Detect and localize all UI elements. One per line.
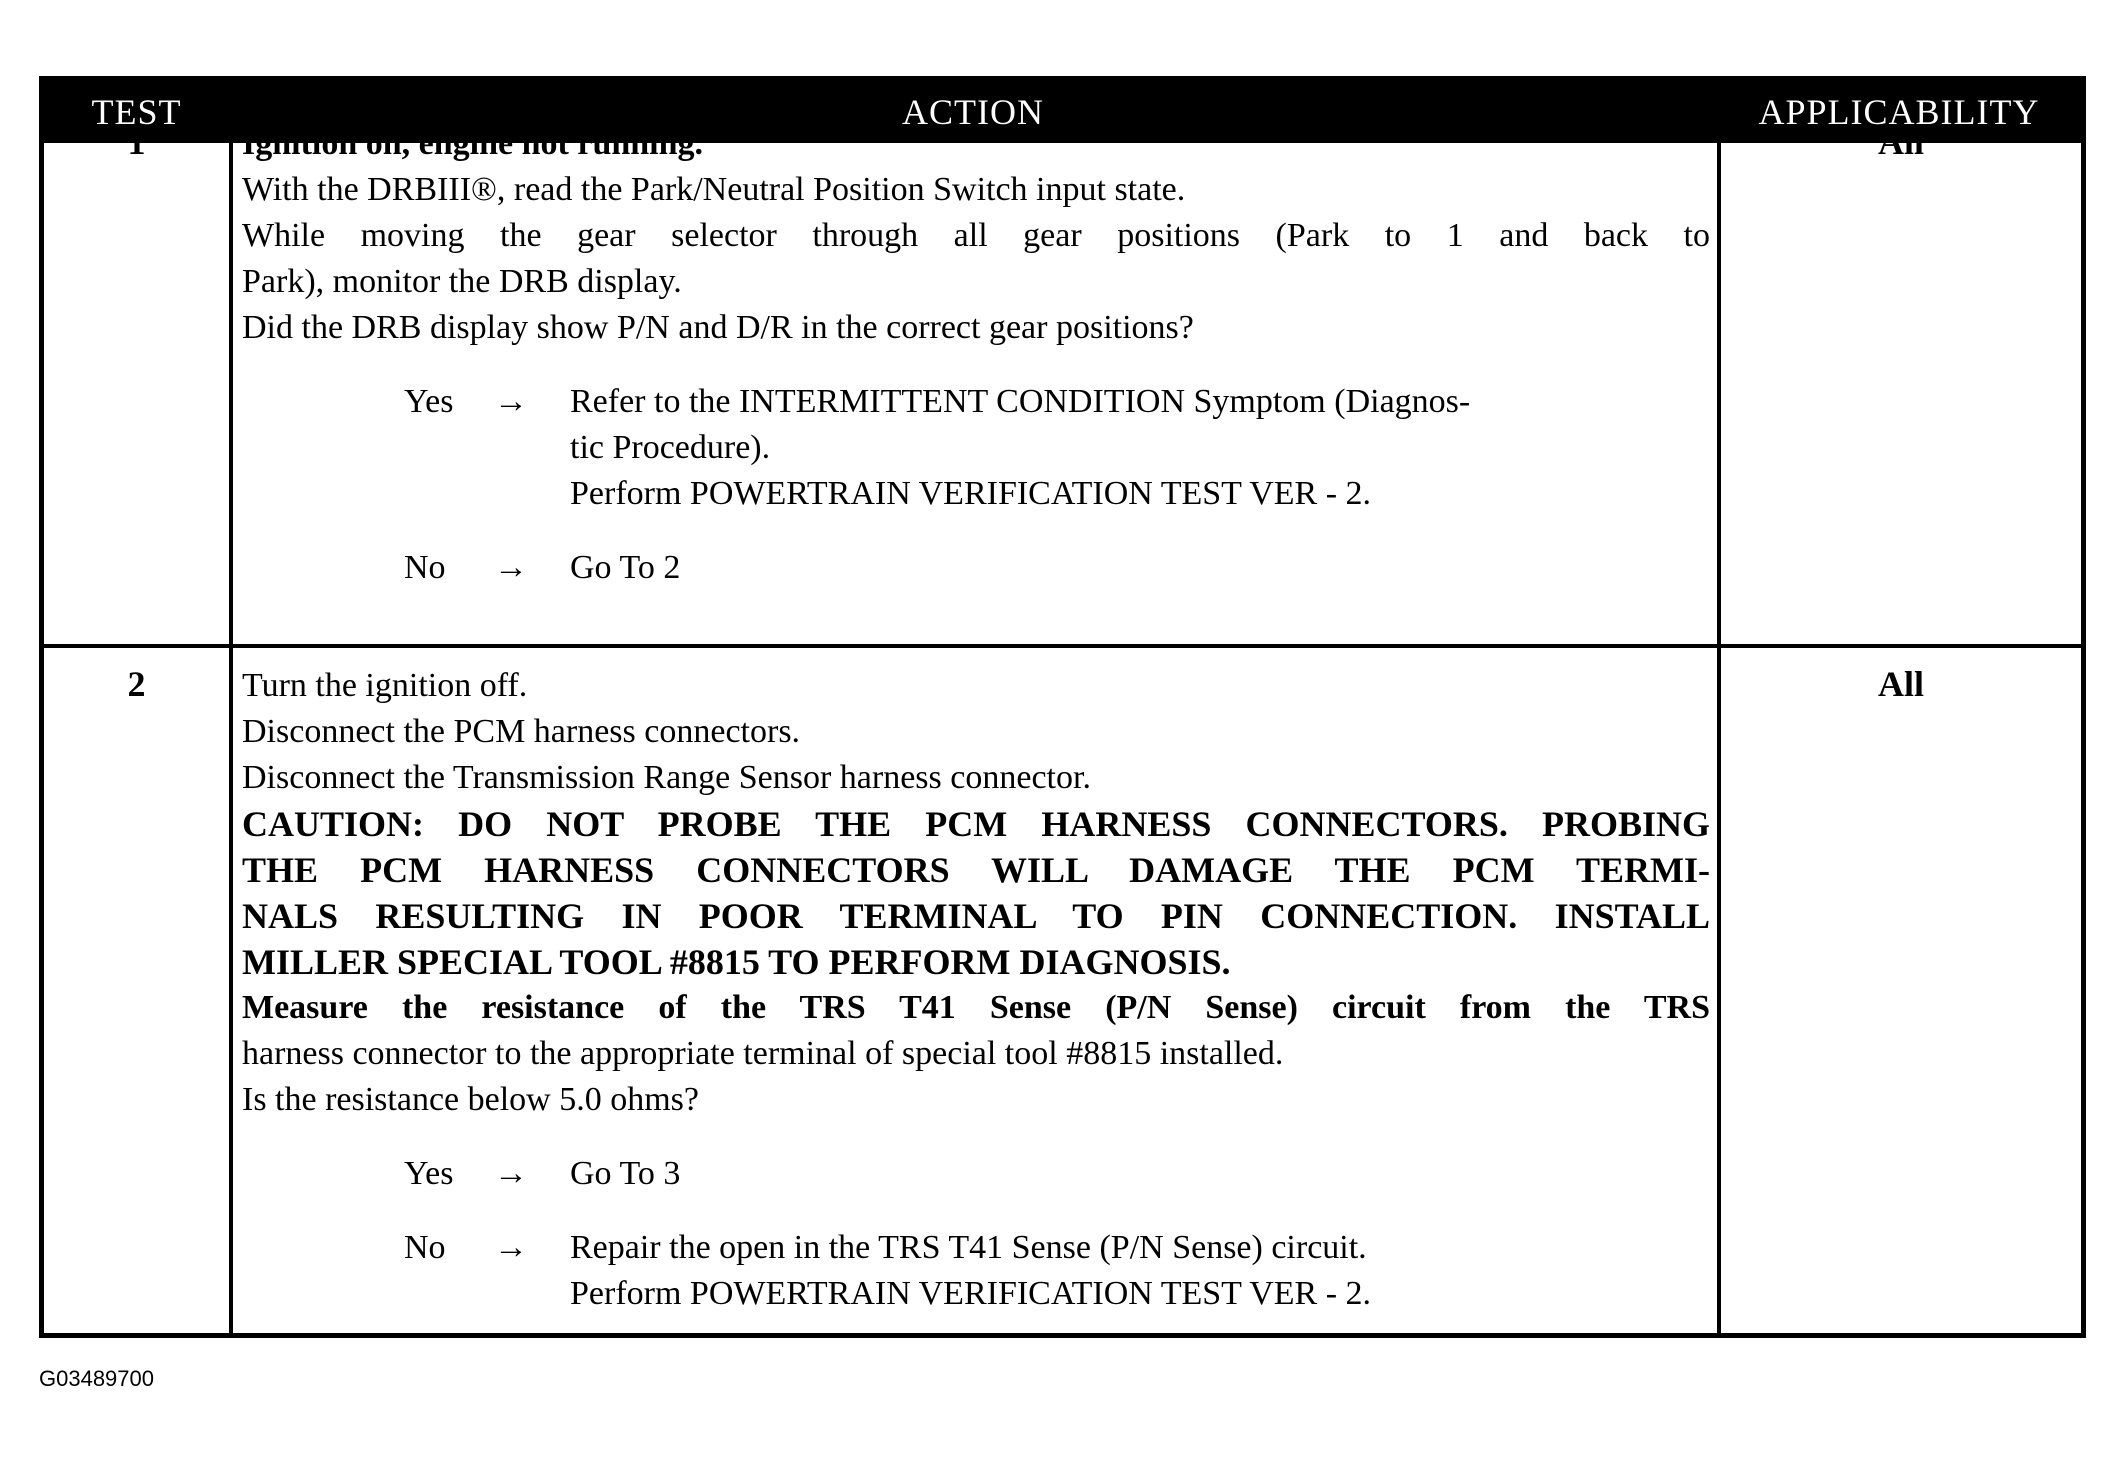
action-cell [242,663,1710,1317]
applicability-value: All [1877,664,1924,704]
no-label: No [404,549,446,586]
branch-result: Go To 3 [570,1155,681,1192]
arrow-icon: → [494,1229,528,1266]
branch-result: Perform POWERTRAIN VERIFICATION TEST VER - 2. [570,475,1372,512]
header-applicability: APPLICABILITY [1758,92,2040,132]
action-cell [242,121,1710,591]
caution-line: THE PCM HARNESS CONNECTORS WILL DAMAGE THE PCM TERMI- [242,850,1710,890]
test-number: 1 [127,122,146,162]
branch-result: Perform POWERTRAIN VERIFICATION TEST VER - 2. [570,1275,1372,1312]
action-line: While moving the gear selector through all gear positions (Park to 1 and back to [242,217,1710,254]
row-divider [44,644,2081,648]
action-line: Disconnect the Transmission Range Sensor harness connector. [242,759,1091,796]
action-line: Measure the resistance of the TRS T41 Sense (P/N Sense) circuit from the TRS [242,989,1710,1026]
action-line: Ignition on, engine not running. [242,125,704,162]
caution-line: MILLER SPECIAL TOOL #8815 TO PERFORM DIAGNOSIS. [242,942,1231,982]
arrow-icon: → [494,383,528,420]
action-line: With the DRBIII®, read the Park/Neutral Position Switch input state. [242,171,1186,208]
diagnostic-table [39,76,2086,1338]
arrow-icon: → [494,549,528,586]
applicability-value: All [1877,122,1924,162]
no-branch [404,1225,1710,1317]
action-line: Did the DRB display show P/N and D/R in the correct gear positions? [242,309,1194,346]
branch-result: Refer to the INTERMITTENT CONDITION Symptom (Diagnos- [570,383,1471,420]
header-test: TEST [91,92,182,132]
header-action: ACTION [902,92,1044,132]
action-line: Park), monitor the DRB display. [242,263,682,300]
yes-branch [404,1151,1710,1197]
action-line: Is the resistance below 5.0 ohms? [242,1081,699,1118]
branch-result: Go To 2 [570,549,681,586]
yes-label: Yes [404,1155,454,1192]
figure-code: G03489700 [39,1366,154,1391]
test-number: 2 [127,664,146,704]
column-divider [1717,143,1721,1333]
action-line: Disconnect the PCM harness connectors. [242,713,801,750]
action-line: harness connector to the appropriate terminal of special tool #8815 installed. [242,1035,1284,1072]
branch-result: Repair the open in the TRS T41 Sense (P/N Sense) circuit. [570,1229,1367,1266]
yes-label: Yes [404,383,454,420]
caution-line: NALS RESULTING IN POOR TERMINAL TO PIN CONNECTION. INSTALL [242,896,1710,936]
no-branch [404,545,1710,591]
column-divider [229,143,233,1333]
arrow-icon: → [494,1155,528,1192]
no-label: No [404,1229,446,1266]
action-line: Turn the ignition off. [242,667,528,704]
yes-branch [404,379,1710,517]
caution-line: CAUTION: DO NOT PROBE THE PCM HARNESS CONNECTORS. PROBING [242,804,1710,844]
branch-result: tic Procedure). [570,429,771,466]
